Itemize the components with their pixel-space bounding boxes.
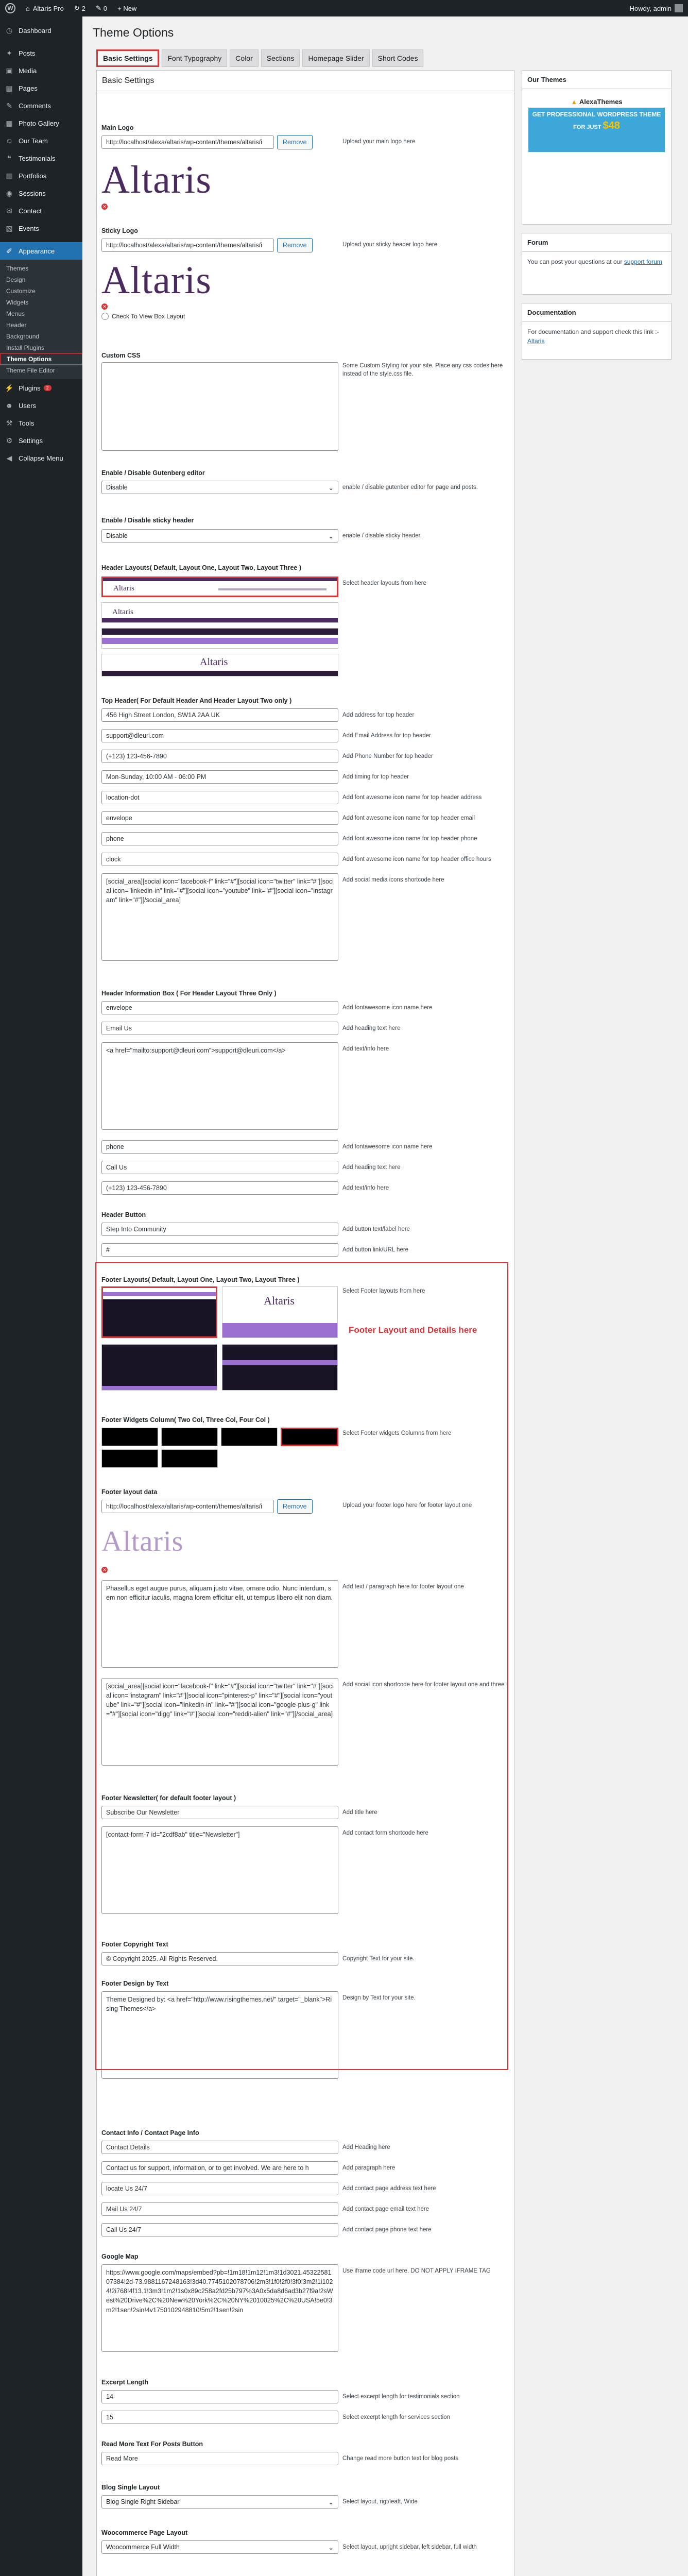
footer-layouts-label: Footer Layouts( Default, Layout One, Layout Two, Layout Three ) <box>101 1276 300 1283</box>
top-header-hours-icon-hint: Add font awesome icon name for top header office hours <box>342 856 491 862</box>
forum-card <box>522 233 672 295</box>
tab-font-typography[interactable]: Font Typography <box>162 49 227 67</box>
read-more-hint: Change read more button text for blog posts <box>342 2455 459 2462</box>
footer-section-note: Footer Layout and Details here <box>349 1325 477 1335</box>
submenu-design[interactable]: Design <box>6 276 26 283</box>
footer-paragraph-textarea[interactable]: Phasellus eget augue purus, aliquam justo vitae, ornare odio. Nunc interdum, sem non efficitur iaculis, magna lorem efficitur elit, ut tempus libero elit non diam. <box>101 1580 338 1668</box>
top-header-address-hint: Add address for top header <box>342 712 415 718</box>
sticky-header-select[interactable]: Disable ⌄ <box>101 529 338 543</box>
footer-data-label: Footer layout data <box>101 1488 158 1496</box>
top-header-email-hint: Add Email Address for top header <box>342 733 431 739</box>
alexathemes-logo-icon: ▲ <box>571 97 578 106</box>
top-header-timing-input[interactable]: Mon-Sunday, 10:00 AM - 06:00 PM <box>101 770 338 784</box>
documentation-card <box>522 303 672 360</box>
footer-logo-delete-icon[interactable]: ✕ <box>101 1567 108 1573</box>
custom-css-hint: Some Custom Styling for your site. Place any css codes here instead of the style.css file. <box>342 363 503 377</box>
main-logo-url-input[interactable]: http://localhost/alexa/altaris/wp-content/themes/altaris/i <box>101 135 274 149</box>
woo-layout-hint: Select layout, upright sidebar, left sidebar, full width <box>342 2544 477 2550</box>
sticky-header-label: Enable / Disable sticky header <box>101 517 194 524</box>
box-layout-checkbox-row <box>101 313 185 320</box>
contact-icon: ✉ <box>6 206 12 215</box>
excerpt-testimonials-hint: Select excerpt length for testimonials section <box>342 2394 460 2400</box>
footer-social-hint: Add social icon shortcode here for footer layout one and three <box>342 1682 505 1688</box>
menu-comments[interactable]: ✎ Comments <box>0 97 82 114</box>
menu-contact[interactable]: ✉ Contact <box>0 202 82 219</box>
menu-media[interactable]: ▣ Media <box>0 62 82 79</box>
my-account-link[interactable]: Howdy, admin <box>625 0 688 16</box>
top-header-social-textarea[interactable]: [social_area][social icon="facebook-f" link="#"][social icon="twitter" link="#"][social icon="linkedin-in" link="#"][social icon="youtube" link="#"][social icon="instagram" link="#"][/social_area] <box>101 873 338 961</box>
footer-layouts-hint: Select Footer layouts from here <box>342 1288 425 1294</box>
thumb-nav-bar <box>102 638 338 644</box>
banner-line-1: GET PROFESSIONAL WORDPRESS THEME <box>532 111 661 118</box>
header-layout-three-option[interactable] <box>101 654 338 676</box>
top-header-timing-hint: Add timing for top header <box>342 774 409 780</box>
documentation-title: Documentation <box>522 303 671 322</box>
header-info-text2-input[interactable]: (+123) 123-456-7890 <box>101 1181 338 1195</box>
submenu-install-plugins[interactable]: Install Plugins <box>6 344 45 351</box>
submenu-header[interactable]: Header <box>6 321 27 329</box>
contact-paragraph-input[interactable]: Contact us for support, information, or to get involved. We are here to h <box>101 2161 338 2175</box>
excerpt-label: Excerpt Length <box>101 2379 148 2386</box>
copyright-hint: Copyright Text for your site. <box>342 1956 415 1962</box>
footer-paragraph-hint: Add text / paragraph here for footer layout one <box>342 1584 464 1590</box>
chevron-down-icon: ⌄ <box>328 2544 334 2551</box>
header-info-icon1-hint: Add fontawesome icon name here <box>342 1005 433 1011</box>
top-header-label: Top Header( For Default Header And Header Layout Two only ) <box>101 697 292 704</box>
updates-link[interactable]: ↻ 2 <box>74 4 85 12</box>
top-header-phone-icon-input[interactable]: phone <box>101 832 338 845</box>
design-by-textarea[interactable]: Theme Designed by: <a href="http://www.risingthemes.net/" target="_blank">Rising Themes</a> <box>101 1991 338 2079</box>
avatar <box>675 4 683 12</box>
read-more-label: Read More Text For Posts Button <box>101 2441 203 2448</box>
our-themes-title: Our Themes <box>522 71 671 89</box>
thumb-nav-bar <box>102 671 338 676</box>
top-header-phone-hint: Add Phone Number for top header <box>342 753 433 759</box>
gmap-label: Google Map <box>101 2253 139 2260</box>
woo-layout-label: Woocommerce Page Layout <box>101 2529 188 2536</box>
footer-section-highlight <box>95 1262 508 2070</box>
thumb-logo: Altaris <box>200 656 228 668</box>
admin-sidebar <box>0 16 82 2576</box>
newsletter-form-textarea[interactable]: [contact-form-7 id="2cdf8ab" title="Newsletter"] <box>101 1826 338 1914</box>
chevron-down-icon: ⌄ <box>328 532 334 540</box>
options-tabs <box>96 49 426 67</box>
box-layout-checkbox[interactable] <box>101 313 109 320</box>
brush-icon: ✐ <box>6 246 12 255</box>
gmap-textarea[interactable]: https://www.google.com/maps/embed?pb=!1m18!1m12!1m3!1d3021.4532258107384!2d-73.9881167248163!3d40.7745102078706!2m3!1f0!2f0!3f0!3m2!1i1024!2i768!4f13.1!3m3!1m2!1s0x89c258a2fd25b797%3A0x5da8d6ad3b27f9a!2sWest%20Drive%2C%20New%20York%2C%20NY%2010025%2C%20USA!5e0!3m2!1sen!2sin!4v1750102948810!5m2!1sen!2sin <box>101 2264 338 2352</box>
admin-bar <box>0 0 688 16</box>
comments-link[interactable]: ✎ 0 <box>95 4 108 12</box>
submenu-menus[interactable]: Menus <box>6 310 25 317</box>
menu-settings[interactable]: ⚙ Settings <box>0 432 82 449</box>
main-logo-delete-icon[interactable]: ✕ <box>101 204 108 210</box>
quote-icon: ❝ <box>7 154 11 162</box>
contact-info-label: Contact Info / Contact Page Info <box>101 2129 199 2137</box>
sticky-logo-label: Sticky Logo <box>101 227 138 234</box>
footer-widgets-hint: Select Footer widgets Columns from here <box>342 1430 452 1436</box>
alexathemes-banner[interactable] <box>528 95 665 152</box>
contact-paragraph-hint: Add paragraph here <box>342 2165 395 2171</box>
chevron-down-icon: ⌄ <box>328 484 334 492</box>
header-info-heading2-input[interactable]: Call Us <box>101 1161 338 1174</box>
newsletter-title-input[interactable]: Subscribe Our Newsletter <box>101 1806 338 1819</box>
top-header-email-input[interactable]: support@dleuri.com <box>101 729 338 742</box>
thumb-top-bar <box>103 578 337 581</box>
sticky-logo-hint: Upload your sticky header logo here <box>342 242 438 248</box>
tab-basic-settings[interactable]: Basic Settings <box>96 49 159 67</box>
portfolio-icon: ▥ <box>6 171 13 180</box>
footer-logo-remove-button[interactable]: Remove <box>277 1499 313 1514</box>
our-themes-body <box>522 89 671 158</box>
main-logo-preview <box>101 155 233 204</box>
read-more-input[interactable]: Read More <box>101 2452 338 2465</box>
menu-dashboard[interactable]: ◷ Dashboard <box>0 22 82 39</box>
thumb-logo: Altaris <box>112 608 133 616</box>
chevron-down-icon: ⌄ <box>328 2498 334 2506</box>
header-layout-one-option[interactable] <box>101 602 338 623</box>
contact-address-hint: Add contact page address text here <box>342 2185 436 2192</box>
alexathemes-logo: ▲ AlexaThemes <box>528 95 665 108</box>
tab-homepage-slider[interactable]: Homepage Slider <box>302 49 369 67</box>
menu-users[interactable]: ☻ Users <box>0 397 82 414</box>
gmap-hint: Use iframe code url here. DO NOT APPLY IFRAME TAG <box>342 2268 491 2274</box>
newsletter-label: Footer Newsletter( for default footer layout ) <box>101 1794 236 1802</box>
sticky-logo-preview-text: Altaris <box>101 259 212 302</box>
sticky-logo-url-input[interactable]: http://localhost/alexa/altaris/wp-content/themes/altaris/i <box>101 239 274 252</box>
page-title: Theme Options <box>93 26 174 39</box>
menu-plugins[interactable]: ⚡ Plugins 2 <box>0 379 82 397</box>
header-info-heading2-hint: Add heading text here <box>342 1164 401 1171</box>
menu-photo-gallery[interactable]: ▦ Photo Gallery <box>0 114 82 132</box>
top-header-phone-icon-hint: Add font awesome icon name for top header phone <box>342 836 477 842</box>
header-info-icon2-hint: Add fontawesome icon name here <box>342 1144 433 1150</box>
plugins-count-badge: 2 <box>44 385 51 391</box>
header-button-label: Header Button <box>101 1211 146 1218</box>
main-logo-preview-text: Altaris <box>101 158 212 201</box>
comment-icon: ✎ <box>6 101 12 110</box>
main-logo-hint: Upload your main logo here <box>342 139 416 145</box>
submenu-theme-options[interactable]: Theme Options <box>0 353 82 365</box>
submenu-customize[interactable]: Customize <box>6 287 36 295</box>
menu-pages[interactable]: ▤ Pages <box>0 79 82 97</box>
header-info-icon2-input[interactable]: phone <box>101 1140 338 1154</box>
tab-color[interactable]: Color <box>230 49 258 67</box>
users-icon: ☻ <box>5 401 13 410</box>
main-logo-label: Main Logo <box>101 124 134 131</box>
sticky-logo-remove-button[interactable]: Remove <box>277 238 313 252</box>
altaris-docs-link[interactable]: Altaris <box>527 337 545 345</box>
header-layouts-hint: Select header layouts from here <box>342 580 427 586</box>
top-header-address-icon-hint: Add font awesome icon name for top header address <box>342 794 482 801</box>
excerpt-services-input[interactable]: 15 <box>101 2411 338 2424</box>
header-info-text2-hint: Add text/info here <box>342 1185 389 1191</box>
contact-email-input[interactable]: Mail Us 24/7 <box>101 2202 338 2216</box>
submenu-background[interactable]: Background <box>6 333 40 340</box>
top-header-phone-input[interactable]: (+123) 123-456-7890 <box>101 750 338 763</box>
header-layout-two-option[interactable] <box>101 628 338 649</box>
top-header-address-input[interactable]: 456 High Street London, SW1A 2AA UK <box>101 708 338 722</box>
event-icon: ▧ <box>6 224 13 232</box>
pin-icon: ✦ <box>6 48 12 57</box>
top-header-address-icon-input[interactable]: location-dot <box>101 791 338 804</box>
excerpt-testimonials-input[interactable]: 14 <box>101 2390 338 2403</box>
menu-portfolios[interactable]: ▥ Portfolios <box>0 167 82 184</box>
contact-email-hint: Add contact page email text here <box>342 2206 429 2212</box>
team-icon: ☺ <box>5 137 13 145</box>
dashboard-icon: ◷ <box>6 26 13 35</box>
forum-title: Forum <box>522 233 671 252</box>
tab-sections[interactable]: Sections <box>261 49 300 67</box>
wordpress-icon: W <box>5 3 15 13</box>
header-layouts-label: Header Layouts( Default, Layout One, Layout Two, Layout Three ) <box>101 564 302 571</box>
menu-testimonials[interactable]: ❝ Testimonials <box>0 149 82 167</box>
gutenberg-hint: enable / disable gutenber editor for page and posts. <box>342 484 478 490</box>
header-info-icon1-input[interactable]: envelope <box>101 1001 338 1014</box>
site-name-link[interactable]: ⌂ Altaris Pro <box>26 4 64 12</box>
submenu-themes[interactable]: Themes <box>6 265 29 272</box>
new-content-link[interactable]: + New <box>117 4 137 12</box>
collapse-icon: ◀ <box>6 453 12 462</box>
page-icon: ▤ <box>6 83 13 92</box>
header-button-text-input[interactable]: Step Into Community <box>101 1223 338 1236</box>
contact-address-input[interactable]: locate Us 24/7 <box>101 2182 338 2195</box>
tools-icon: ⚒ <box>6 418 13 427</box>
footer-social-textarea[interactable]: [social_area][social icon="facebook-f" link="#"][social icon="twitter" link="#"][social icon="instagram" link="#"][social icon="pinterest-p" link="#"][social icon="youtube" link="#"][social icon="linkedin-in" link="#"][social icon="google-plus-g" link="#"][social icon="digg" link="#"][social icon="reddit-alien" link="#"][/social_area] <box>101 1678 338 1766</box>
session-icon: ◉ <box>6 189 13 197</box>
banner-price: $48 <box>603 120 620 131</box>
thumb-nav-bar <box>102 618 338 623</box>
appearance-submenu <box>0 260 82 379</box>
menu-appearance[interactable]: ✐ Appearance <box>0 242 82 260</box>
contact-heading-input[interactable]: Contact Details <box>101 2141 338 2154</box>
top-header-email-icon-input[interactable]: envelope <box>101 811 338 825</box>
banner-line-2: FOR JUST $48 <box>573 120 620 131</box>
design-by-label: Footer Design by Text <box>101 1980 169 1987</box>
panel-title: Basic Settings <box>97 71 514 91</box>
thumb-nav <box>218 588 326 590</box>
blog-layout-label: Blog Single Layout <box>101 2484 160 2491</box>
thumb-top-bar <box>102 629 338 635</box>
gutenberg-label: Enable / Disable Gutenberg editor <box>101 469 205 477</box>
contact-heading-hint: Add Heading here <box>342 2144 390 2150</box>
wp-logo-menu[interactable] <box>0 0 21 16</box>
blog-layout-hint: Select layout, rigt/leaft, Wide <box>342 2499 418 2505</box>
main-logo-remove-button[interactable]: Remove <box>277 135 313 149</box>
our-themes-card <box>522 70 672 225</box>
documentation-body: For documentation and support check this link :- Altaris <box>527 328 659 345</box>
excerpt-services-hint: Select excerpt length for services section <box>342 2414 451 2420</box>
support-forum-link[interactable]: support forum <box>624 258 662 265</box>
menu-tools[interactable]: ⚒ Tools <box>0 414 82 432</box>
thumb-logo: Altaris <box>113 584 134 592</box>
gutenberg-select[interactable]: Disable ⌄ <box>101 481 338 494</box>
newsletter-form-hint: Add contact form shortcode here <box>342 1830 428 1836</box>
sticky-header-hint: enable / disable sticky header. <box>342 533 422 539</box>
woo-layout-select[interactable]: Woocommerce Full Width ⌄ <box>101 2540 338 2554</box>
top-header-social-hint: Add social media icons shortcode here <box>342 877 444 883</box>
menu-posts[interactable]: ✦ Posts <box>0 44 82 62</box>
header-info-heading1-hint: Add heading text here <box>342 1025 401 1031</box>
header-button-text-hint: Add button text/label here <box>342 1226 410 1232</box>
header-info-text1-hint: Add text/info here <box>342 1046 389 1052</box>
copyright-label: Footer Copyright Text <box>101 1941 168 1948</box>
updates-icon: ↻ <box>74 4 80 12</box>
contact-phone-hint: Add contact page phone text here <box>342 2227 432 2233</box>
header-info-label: Header Information Box ( For Header Layout Three Only ) <box>101 990 277 997</box>
plugin-icon: ⚡ <box>5 383 14 392</box>
header-info-heading1-input[interactable]: Email Us <box>101 1022 338 1035</box>
menu-our-team[interactable]: ☺ Our Team <box>0 132 82 149</box>
footer-logo-preview-text: Altaris <box>101 1526 184 1557</box>
menu-sessions[interactable]: ◉ Sessions <box>0 184 82 202</box>
newsletter-title-hint: Add title here <box>342 1809 377 1816</box>
top-header-email-icon-hint: Add font awesome icon name for top header email <box>342 815 475 821</box>
header-button-link-input[interactable]: # <box>101 1243 338 1257</box>
comment-icon: ✎ <box>95 4 101 12</box>
top-header-hours-icon-input[interactable]: clock <box>101 853 338 866</box>
sticky-logo-preview <box>101 257 233 303</box>
footer-widgets-label: Footer Widgets Column( Two Col, Three Col, Four Col ) <box>101 1416 270 1423</box>
settings-icon: ⚙ <box>6 436 13 445</box>
custom-css-textarea[interactable] <box>101 362 338 451</box>
header-layout-default-option[interactable] <box>101 577 338 597</box>
gallery-icon: ▦ <box>6 118 13 127</box>
submenu-widgets[interactable]: Widgets <box>6 299 29 306</box>
forum-body: You can post your questions at our support forum <box>527 258 662 265</box>
media-icon: ▣ <box>6 66 13 75</box>
home-icon: ⌂ <box>26 4 30 12</box>
sticky-logo-delete-icon[interactable]: ✕ <box>101 303 108 310</box>
thumb-logo: Altaris <box>264 1294 295 1307</box>
footer-logo-hint: Upload your footer logo here for footer layout one <box>342 1502 472 1509</box>
header-info-text1-textarea[interactable]: <a href="mailto:support@dleuri.com">support@dleuri.com</a> <box>101 1042 338 1130</box>
custom-css-label: Custom CSS <box>101 352 141 359</box>
menu-collapse[interactable]: ◀ Collapse Menu <box>0 449 82 467</box>
tab-short-codes[interactable]: Short Codes <box>372 49 424 67</box>
header-button-link-hint: Add button link/URL here <box>342 1247 409 1253</box>
menu-events[interactable]: ▧ Events <box>0 219 82 237</box>
contact-phone-input[interactable]: Call Us 24/7 <box>101 2223 338 2236</box>
blog-layout-select[interactable]: Blog Single Right Sidebar ⌄ <box>101 2495 338 2509</box>
copyright-input[interactable]: © Copyright 2025. All Rights Reserved. <box>101 1952 338 1965</box>
footer-logo-url-input[interactable]: http://localhost/alexa/altaris/wp-content/themes/altaris/i <box>101 1500 274 1513</box>
submenu-theme-file-editor[interactable]: Theme File Editor <box>6 367 55 374</box>
box-layout-checkbox-label: Check To View Box Layout <box>112 313 185 320</box>
design-by-hint: Design by Text for your site. <box>342 1995 416 2001</box>
